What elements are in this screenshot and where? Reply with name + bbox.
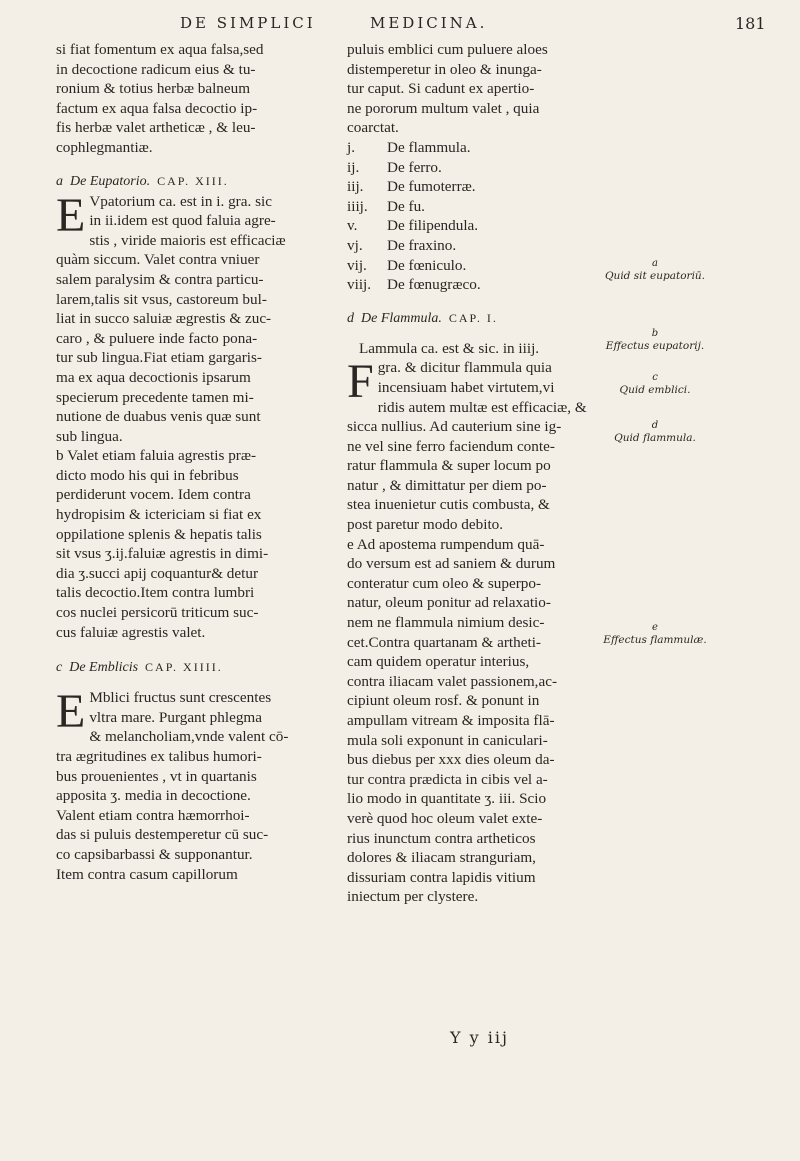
chapter-text — [347, 355, 595, 907]
chapter-list-item — [347, 197, 595, 217]
margin-letter: a — [652, 258, 658, 269]
text-line: caro , & puluere inde facto pona- — [56, 329, 258, 347]
chapter-text — [56, 188, 324, 643]
text-line: bus diebus per xxx dies oleum da- — [347, 751, 555, 769]
text-line: salem paralysim & contra particu- — [56, 270, 264, 288]
text-line: stea inuenietur cutis combusta, & — [347, 496, 550, 514]
text-line: ronium & totius herbæ balneum — [56, 80, 251, 98]
text-line: sub lingua. — [56, 427, 123, 445]
text-line: puluis emblici cum puluere aloes — [347, 41, 548, 58]
text-line: ridis autem multæ est efficaciæ, & — [377, 398, 587, 416]
chapter-list-item — [347, 138, 595, 158]
page-number: 181 — [735, 14, 766, 33]
text-line: sit vsus ʒ.ij.faluiæ agrestis in dimi- — [56, 545, 269, 563]
chapter-list-item — [347, 216, 595, 236]
list-text: De fœnugræco. — [387, 276, 481, 294]
heading-chapter: CAP. XIII. — [157, 173, 229, 188]
chapter-body-emblici — [56, 685, 324, 884]
text-line: & melancholiam,vnde valent cō- — [89, 728, 289, 746]
chapter-list-item — [347, 275, 595, 295]
text-line: iniectum per clystere. — [347, 888, 479, 906]
text-line: sicca nullius. Ad cauterium sine ig- — [347, 418, 562, 436]
margin-note-c — [600, 372, 710, 396]
text-line: lio modo in quantitate ʒ. iii. Scio — [347, 790, 547, 808]
text-line: rius inunctum contra artheticos — [347, 829, 536, 847]
drop-cap: E — [56, 188, 86, 242]
text-line: Mblici fructus sunt crescentes — [89, 689, 272, 707]
text-line: perdiderunt vocem. Idem contra — [56, 486, 251, 504]
text-line: natur, oleum ponitur ad relaxatio- — [347, 594, 551, 612]
text-line: ne pororum multum valet , quia — [347, 99, 540, 117]
text-line: in decoctione radicum eius & tu- — [56, 60, 256, 78]
list-number: viij. — [347, 276, 372, 294]
text-line: natur , & dimittatur per diem po- — [347, 476, 547, 494]
text-line: ne vel sine ferro faciendum conte- — [347, 437, 555, 455]
text-line: ampullam vitream & imposita flā- — [347, 712, 555, 729]
chapter-text — [56, 685, 324, 884]
text-line: liat in succo saluiæ ægrestis & zuc- — [56, 310, 272, 328]
text-line: conteratur cum oleo & superpo- — [347, 574, 541, 592]
list-text: De fraxino. — [387, 236, 457, 254]
list-number: ij. — [347, 158, 360, 176]
text-line: coarctat. — [347, 119, 399, 137]
margin-text: Quid sit eupatoriū. — [604, 270, 706, 282]
chapter-body-eupatorium — [56, 188, 324, 643]
right-intro-text — [347, 40, 595, 138]
margin-text: Quid flammula. — [614, 432, 696, 444]
text-line: ratur flammula & super locum po — [347, 457, 551, 475]
text-line: e Ad apostema rumpendum quā- — [347, 535, 545, 553]
text-line: tur contra prædicta in cibis vel a- — [347, 770, 548, 788]
margin-note-e — [600, 622, 710, 646]
list-number: vij. — [347, 256, 367, 274]
list-text: De fumoterræ. — [387, 178, 476, 196]
list-number: v. — [347, 217, 358, 235]
list-number: j. — [347, 138, 356, 156]
text-line: apposita ʒ. media in decoctione. — [56, 787, 251, 805]
text-line: vltra mare. Purgant phlegma — [89, 708, 262, 726]
text-line: hydropisim & ictericiam si fiat ex — [56, 506, 262, 524]
text-line: dicto modo his qui in febribus — [56, 466, 239, 484]
text-line: contra iliacam valet passionem,ac- — [347, 672, 557, 690]
heading-title: De Flammula. — [361, 310, 442, 326]
margin-text: Effectus flammulæ. — [603, 634, 707, 646]
drop-cap: F — [347, 355, 374, 409]
text-line: dolores & iliacam stranguriam, — [347, 849, 536, 867]
text-line: oppilatione splenis & hepatis talis — [56, 525, 262, 543]
text-line: in ii.idem est quod faluia agre- — [89, 212, 276, 230]
heading-mark: d — [347, 310, 354, 326]
margin-letter: d — [651, 420, 659, 431]
text-line: cet.Contra quartanam & artheti- — [347, 633, 541, 651]
text-line: post paretur modo debito. — [347, 516, 504, 534]
text-line: larem,talis sit vsus, castoreum bul- — [56, 290, 267, 308]
text-line: das si puluis destemperetur cū suc- — [56, 826, 269, 844]
chapter-first-line: Lammula ca. est & sic. in iiij. — [359, 339, 540, 357]
margin-letter: e — [652, 622, 658, 633]
list-text: De fœniculo. — [387, 256, 467, 274]
chapter-heading-flammula — [347, 307, 595, 329]
text-line: factum ex aqua falsa decoctio ip- — [56, 99, 258, 117]
text-line: quàm siccum. Valet contra vniuer — [56, 251, 260, 269]
text-line: Valent etiam contra hæmorrhoi- — [56, 806, 250, 824]
text-line: gra. & dicitur flammula quia — [377, 359, 552, 377]
heading-chapter: CAP. I. — [448, 310, 498, 325]
running-head-left: DE SIMPLICI — [180, 14, 316, 32]
text-line: cipiunt oleum rosf. & ponunt in — [347, 692, 540, 710]
text-line: nutione de duabus venis quæ sunt — [56, 408, 261, 426]
text-line: talis decoctio.Item contra lumbri — [56, 584, 255, 602]
chapter-list — [347, 138, 595, 295]
text-line: co capsibarbassi & supponantur. — [56, 845, 253, 863]
text-line: cos nuclei persicorū triticum suc- — [56, 604, 259, 622]
heading-title: De Eupatorio. — [70, 173, 151, 189]
margin-note-a — [600, 258, 710, 282]
chapter-list-item — [347, 236, 595, 256]
running-head-right: MEDICINA. — [370, 14, 488, 32]
margin-note-d — [600, 420, 710, 444]
drop-cap: E — [56, 685, 86, 739]
left-intro-text — [56, 40, 324, 158]
list-number: iij. — [347, 178, 364, 196]
heading-chapter: CAP. XIIII. — [145, 660, 223, 675]
text-line: cus faluiæ agrestis valet. — [56, 623, 206, 641]
text-line: dissuriam contra lapidis vitium — [347, 868, 536, 886]
text-line: b Valet etiam faluia agrestis præ- — [56, 447, 257, 465]
right-column — [347, 40, 595, 907]
heading-mark: c — [56, 660, 63, 676]
list-text: De flammula. — [387, 138, 471, 156]
list-text: De ferro. — [387, 158, 442, 176]
chapter-list-item — [347, 256, 595, 276]
margin-note-b — [600, 328, 710, 352]
text-line: tra ægritudines ex talibus humori- — [56, 748, 262, 765]
text-line: tur caput. Si cadunt ex apertio- — [347, 80, 535, 98]
text-line: bus prouenientes , vt in quartanis — [56, 767, 257, 785]
margin-letter: b — [651, 328, 659, 339]
text-line: Vpatorium ca. est in i. gra. sic — [89, 192, 272, 210]
text-line: specierum precedente tamen mi- — [56, 388, 254, 406]
text-line: dia ʒ.succi apij coquantur& detur — [56, 564, 259, 582]
text-line: Item contra casum capillorum — [56, 865, 238, 883]
text-line: si fiat fomentum ex aqua falsa,sed — [56, 41, 264, 58]
text-line: fis herbæ valet artheticæ , & leu- — [56, 119, 256, 137]
text-line: verè quod hoc oleum valet exte- — [347, 809, 543, 827]
text-line: cam quidem operatur interius, — [347, 653, 530, 671]
chapter-heading-emblici — [56, 656, 324, 678]
list-text: De filipendula. — [387, 217, 479, 235]
chapter-body-flammula — [347, 355, 595, 907]
text-line: cophlegmantiæ. — [56, 138, 153, 156]
text-line: nem ne flammula nimium desic- — [347, 614, 545, 632]
chapter-list-item — [347, 158, 595, 178]
text-line: stis , viride maioris est efficaciæ — [89, 231, 286, 249]
list-number: iiij. — [347, 197, 368, 215]
chapter-heading-eupatorium — [56, 170, 324, 192]
text-line: distemperetur in oleo & inunga- — [347, 60, 542, 78]
margin-letter: c — [652, 372, 658, 383]
list-text: De fu. — [387, 197, 425, 215]
margin-text: Effectus eupatorij. — [605, 340, 705, 352]
chapter-list-item — [347, 177, 595, 197]
text-line: incensiuam habet virtutem,vi — [377, 378, 555, 396]
list-number: vj. — [347, 236, 363, 254]
text-line: ma ex aqua decoctionis ipsarum — [56, 368, 251, 386]
text-line: do versum est ad saniem & durum — [347, 555, 556, 573]
text-line: tur sub lingua.Fiat etiam gargaris- — [56, 349, 262, 367]
text-line: mula soli exponunt in caniculari- — [347, 731, 548, 749]
heading-title: De Emblicis — [69, 660, 139, 676]
signature-mark: Y y iij — [450, 1028, 509, 1047]
margin-text: Quid emblici. — [619, 384, 691, 396]
heading-mark: a — [56, 173, 63, 189]
left-column — [56, 40, 324, 884]
